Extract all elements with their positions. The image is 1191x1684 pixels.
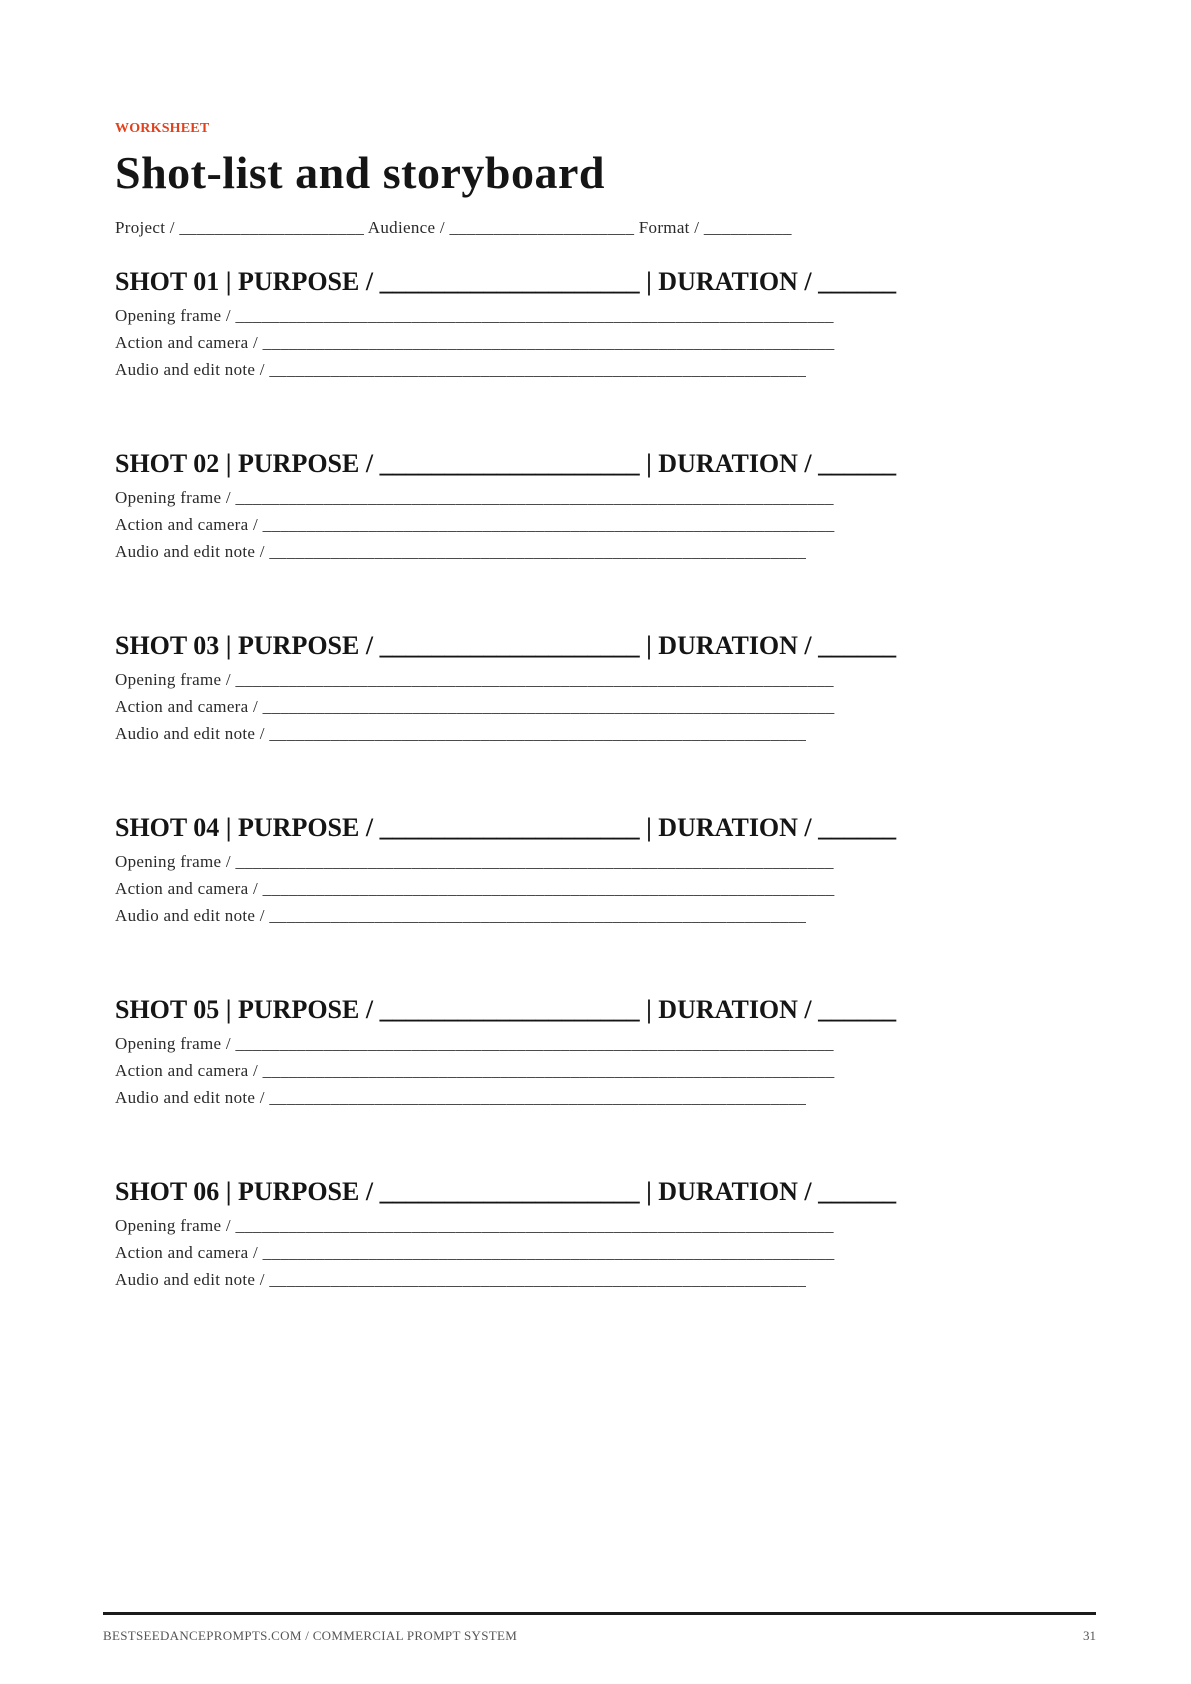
- shot-block-05: [115, 994, 1015, 1111]
- shot-block-03: [115, 630, 1015, 747]
- action-camera-line: Action and camera / _________________________________________________________________: [115, 1243, 835, 1262]
- project-meta-line: Project / _____________________ Audience / _____________________ Format / __________: [115, 218, 792, 237]
- opening-frame-line: Opening frame / ____________________________________________________________________: [115, 306, 834, 325]
- action-camera-line: Action and camera / _________________________________________________________________: [115, 333, 835, 352]
- action-camera-line: Action and camera / _________________________________________________________________: [115, 879, 835, 898]
- shot-block-01: [115, 266, 1015, 383]
- opening-frame-line: Opening frame / ____________________________________________________________________: [115, 488, 834, 507]
- audio-edit-line: Audio and edit note / _____________________________________________________________: [115, 542, 807, 561]
- opening-frame-line: Opening frame / ____________________________________________________________________: [115, 1216, 834, 1235]
- shot-heading: SHOT 05 | PURPOSE / ____________________ | DURATION / ______: [115, 995, 897, 1024]
- shot-block-06: [115, 1176, 1015, 1293]
- action-camera-line: Action and camera / _________________________________________________________________: [115, 1061, 835, 1080]
- opening-frame-line: Opening frame / ____________________________________________________________________: [115, 670, 834, 689]
- section-eyebrow: WORKSHEET: [115, 121, 210, 136]
- action-camera-line: Action and camera / _________________________________________________________________: [115, 697, 835, 716]
- page-title: Shot-list and storyboard: [115, 147, 605, 198]
- audio-edit-line: Audio and edit note / _____________________________________________________________: [115, 360, 807, 379]
- audio-edit-line: Audio and edit note / _____________________________________________________________: [115, 906, 807, 925]
- audio-edit-line: Audio and edit note / _____________________________________________________________: [115, 1270, 807, 1289]
- shot-heading: SHOT 06 | PURPOSE / ____________________ | DURATION / ______: [115, 1177, 897, 1206]
- audio-edit-line: Audio and edit note / _____________________________________________________________: [115, 724, 807, 743]
- worksheet-page: [103, 0, 1096, 1684]
- action-camera-line: Action and camera / _________________________________________________________________: [115, 515, 835, 534]
- shot-heading: SHOT 04 | PURPOSE / ____________________ | DURATION / ______: [115, 813, 897, 842]
- page-number: 31: [1083, 1628, 1096, 1643]
- shot-block-04: [115, 812, 1015, 929]
- opening-frame-line: Opening frame / ____________________________________________________________________: [115, 852, 834, 871]
- opening-frame-line: Opening frame / ____________________________________________________________________: [115, 1034, 834, 1053]
- shot-block-02: [115, 448, 1015, 565]
- shot-heading: SHOT 03 | PURPOSE / ____________________ | DURATION / ______: [115, 631, 897, 660]
- footer-site-label: BESTSEEDANCEPROMPTS.COM / COMMERCIAL PROMPT SYSTEM: [103, 1628, 518, 1643]
- shot-heading: SHOT 01 | PURPOSE / ____________________ | DURATION / ______: [115, 267, 897, 296]
- audio-edit-line: Audio and edit note / _____________________________________________________________: [115, 1088, 807, 1107]
- footer-divider: [103, 1612, 1096, 1615]
- shot-heading: SHOT 02 | PURPOSE / ____________________ | DURATION / ______: [115, 449, 897, 478]
